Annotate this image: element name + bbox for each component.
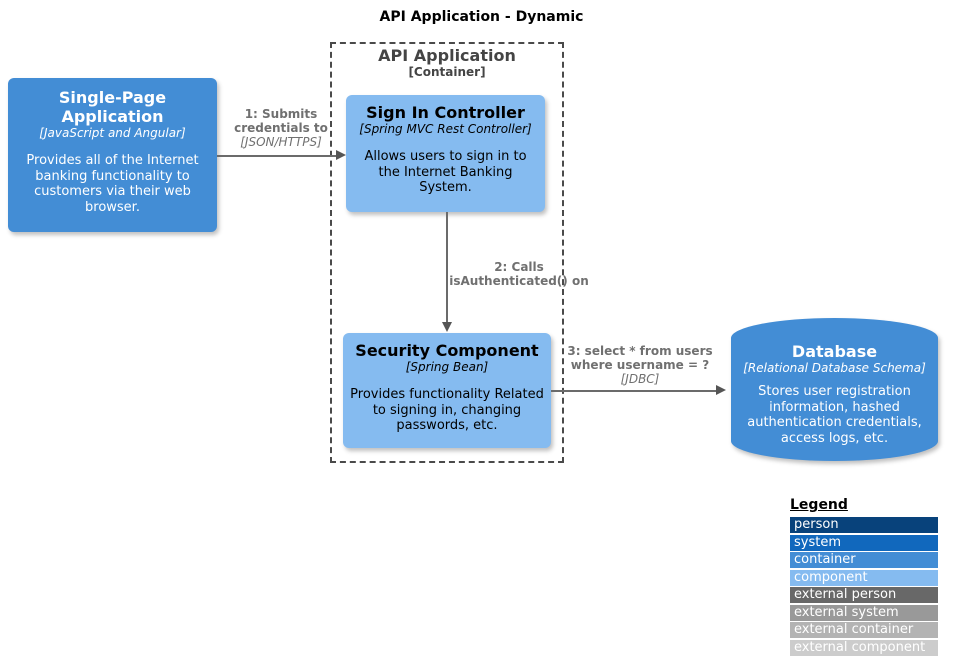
relationship-3-arrowhead-icon <box>716 385 726 395</box>
legend-item-external-system <box>790 605 938 621</box>
relationship-1-arrowhead-icon <box>336 150 346 160</box>
node-database <box>731 318 938 461</box>
legend-item-external-component <box>790 640 938 656</box>
node-description: Provides functionality Related to signing in, changing passwords, etc. <box>350 387 544 433</box>
relationship-technology: [JSON/HTTPS] <box>240 135 322 149</box>
legend-item-label: external system <box>794 604 899 620</box>
node-meta: [Relational Database Schema] <box>743 361 926 375</box>
legend-item-label: container <box>794 552 856 567</box>
relationship-text: 3: select * from users where username = ? <box>567 344 713 372</box>
legend-title: Legend <box>790 497 848 513</box>
relationship-3-label <box>562 344 718 386</box>
legend-item-external-container <box>790 622 938 638</box>
node-meta: [Spring MVC Rest Controller] <box>359 122 532 136</box>
node-meta: [Spring Bean] <box>405 360 489 374</box>
legend-item-label: external person <box>794 587 897 602</box>
legend-item-label: external container <box>794 622 914 637</box>
legend-item-external-person <box>790 587 938 603</box>
node-title: Security Component <box>355 341 539 360</box>
relationship-text: 2: Calls isAuthenticated() on <box>449 260 589 288</box>
node-title: Database <box>791 342 878 361</box>
legend-item-component <box>790 570 938 586</box>
legend-item-person <box>790 517 938 533</box>
node-title: Sign In Controller <box>366 103 525 122</box>
legend-item-label: system <box>794 534 841 550</box>
relationship-1-line <box>217 155 338 157</box>
relationship-technology: [JDBC] <box>620 372 660 386</box>
node-security-component <box>343 333 551 448</box>
relationship-3-line <box>551 390 718 392</box>
legend-item-label: component <box>794 569 868 585</box>
container-boundary-name: API Application <box>378 46 516 65</box>
node-sign-in-controller <box>346 95 545 212</box>
legend-item-label: person <box>794 517 839 532</box>
node-description: Provides all of the Internet banking functionality to customers via their web browser. <box>26 153 199 215</box>
node-meta: [JavaScript and Angular] <box>39 126 186 140</box>
diagram-title: API Application - Dynamic <box>379 9 584 25</box>
node-single-page-application <box>8 78 217 232</box>
relationship-text: 1: Submits credentials to <box>234 107 328 135</box>
relationship-1-label <box>222 107 340 149</box>
legend <box>790 497 938 657</box>
relationship-2-label <box>443 260 595 288</box>
container-boundary-meta: [Container] <box>408 65 486 79</box>
legend-item-system <box>790 535 938 551</box>
legend-item-label: external component <box>794 639 926 655</box>
node-description: Stores user registration information, hashed authentication credentials, access logs, etc. <box>747 384 922 446</box>
legend-item-container <box>790 552 938 568</box>
node-description: Allows users to sign in to the Internet Banking System. <box>364 149 527 195</box>
node-title: Single-Page Application <box>58 88 167 126</box>
relationship-2-arrowhead-icon <box>442 322 452 332</box>
